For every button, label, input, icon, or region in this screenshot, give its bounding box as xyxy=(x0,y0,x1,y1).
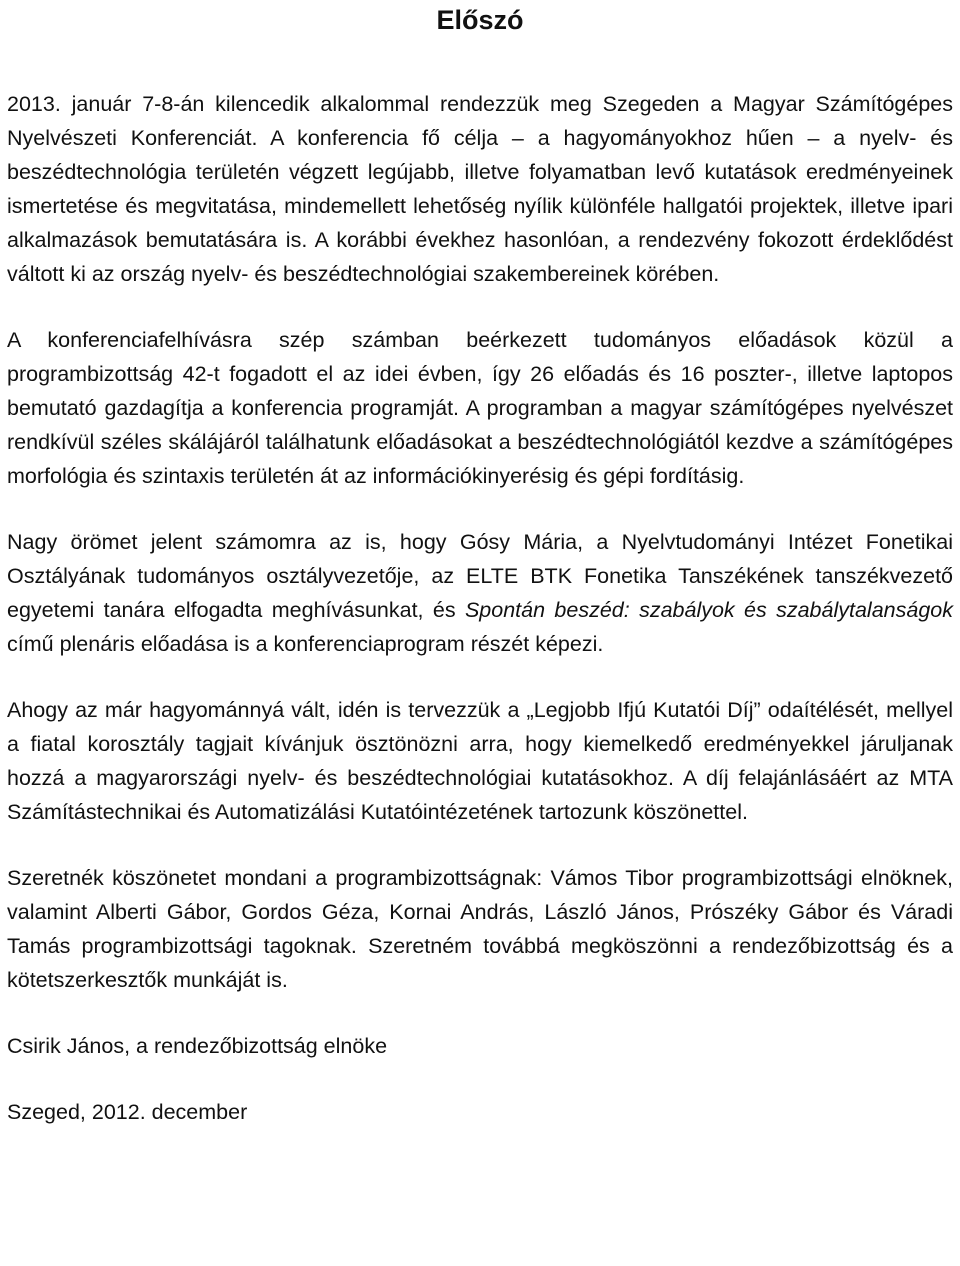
plenary-text-before: Nagy örömet jelent számomra az is, hogy Gósy Mária, a Nyelvtudományi Intézet Fonetikai Osztályának tudományos osztályvezetője, az ELTE BTK Fonetika Tanszékének tanszékvezető egyetemi tanára elfogadta meghívásunkat, és xyxy=(7,530,953,622)
paragraph-program-summary: A konferenciafelhívásra szép számban beérkezett tudományos előadások közül a programbizottság 42-t fogadott el az idei évben, így 26 előadás és 16 poszter-, illetve laptopos bemutató gazdagítja a konferencia programját. A programban a magyar számítógépes nyelvészet rendkívül széles skálájáról találhatunk előadásokat a beszédtechnológiától kezdve a számítógépes morfológia és szintaxis területén át az információkinyerésig és gépi fordításig. xyxy=(7,328,953,488)
paragraph-acknowledgements: Szeretnék köszönetet mondani a programbizottságnak: Vámos Tibor programbizottsági elnöknek, valamint Alberti Gábor, Gordos Géza, Kornai András, László János, Prószéky Gábor és Váradi Tamás programbizottsági tagoknak. Szeretném továbbá megköszönni a rendezőbizottság és a kötetszerkesztők munkáját is. xyxy=(7,866,953,992)
signature-line: Csirik János, a rendezőbizottság elnöke xyxy=(7,1034,388,1058)
page-title: Előszó xyxy=(436,5,524,35)
place-date-line: Szeged, 2012. december xyxy=(7,1100,248,1124)
paragraph-conference-intro: 2013. január 7-8-án kilencedik alkalommal rendezzük meg Szegeden a Magyar Számítógépes Nyelvészeti Konferenciát. A konferencia fő célja – a hagyományokhoz hűen – a nyelv- és beszédtechnológia területén végzett legújabb, illetve folyamatban levő kutatások eredményeinek ismertetése és megvitatása, mindemellett lehetőség nyílik különféle hallgatói projektek, illetve ipari alkalmazások bemutatására is. A korábbi évekhez hasonlóan, a rendezvény fokozott érdeklődést váltott ki az ország nyelv- és beszédtechnológiai szakembereinek körében. xyxy=(7,92,953,286)
paragraph-plenary-speaker xyxy=(7,525,953,661)
paragraph-young-researcher-award: Ahogy az már hagyománnyá vált, idén is tervezzük a „Legjobb Ifjú Kutatói Díj” odaítélését, mellyel a fiatal korosztály tagjait kívánjuk ösztönözni arra, hogy kiemelkedő eredményekkel járuljanak hozzá a magyarországi nyelv- és beszédtechnológiai kutatásokhoz. A díj felajánlásáért az MTA Számítástechnikai és Automatizálási Kutatóintézetének tartozunk köszönettel. xyxy=(7,698,953,824)
plenary-talk-title: Spontán beszéd: szabályok és szabálytalanságok xyxy=(464,598,953,622)
plenary-text-after: című plenáris előadása is a konferenciaprogram részét képezi. xyxy=(7,632,604,656)
